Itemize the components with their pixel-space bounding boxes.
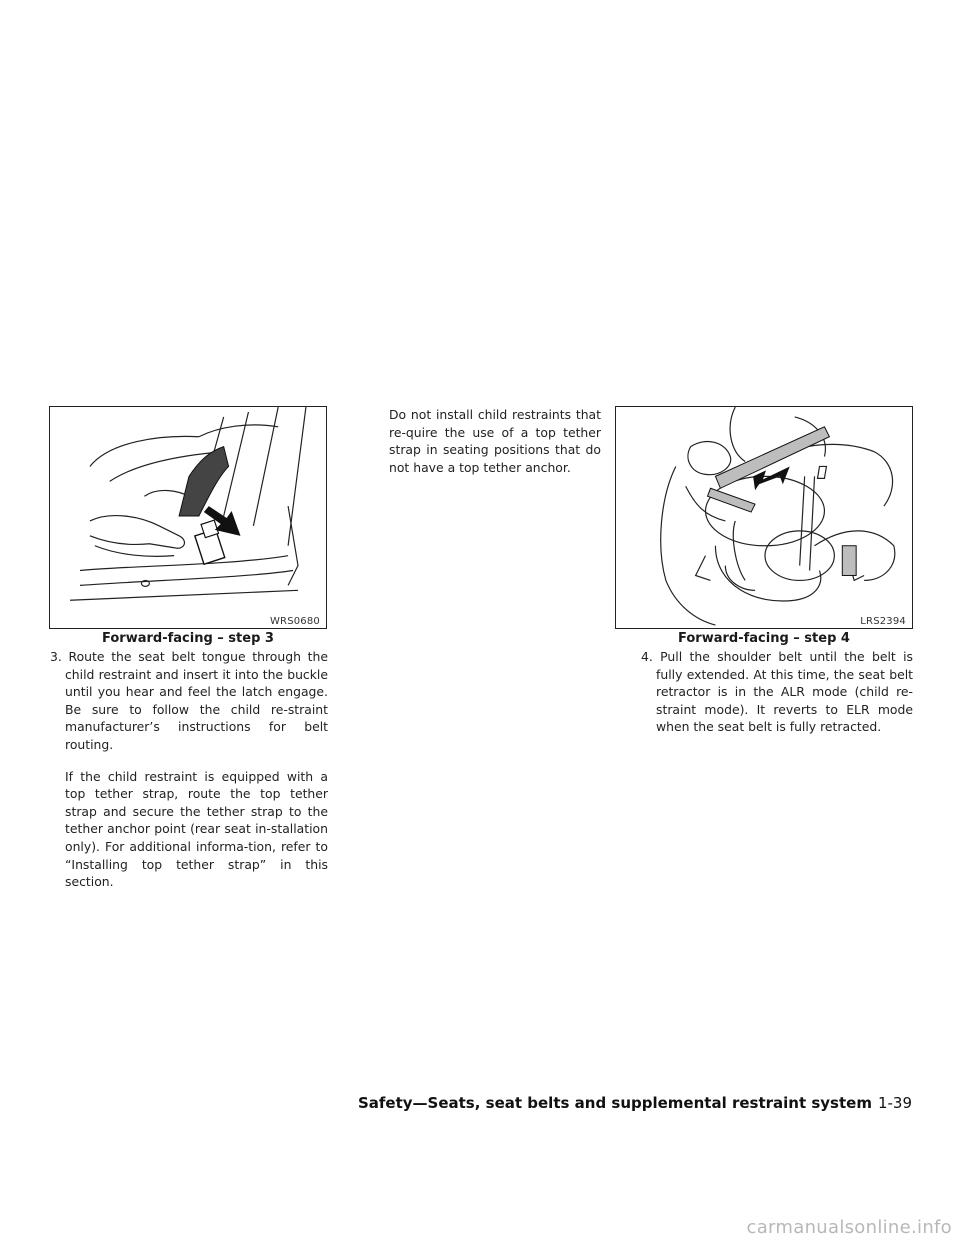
watermark: carmanualsonline.info: [746, 1217, 952, 1238]
page-footer: [358, 1094, 912, 1112]
figure-forward-facing-step4: [615, 406, 913, 629]
figure-forward-facing-step3: [49, 406, 327, 629]
step-4-instruction: 4. Pull the shoulder belt until the belt is fully extended. At this time, the seat belt retractor is in the ALR mode (child re-straint mode). It reverts to ELR mode when the seat belt is fully retracted.: [641, 649, 913, 735]
lap-belt: [708, 488, 756, 512]
figure-code: WRS0680: [269, 616, 320, 627]
section-title: Safety—Seats, seat belts and supplemental restraint system: [357, 1094, 872, 1112]
column-2-text: [389, 406, 601, 476]
figure-caption: Forward-facing – step 4: [678, 631, 850, 646]
figure-caption: Forward-facing – step 3: [102, 631, 274, 646]
seat-belt-tongue-illustration: [50, 407, 326, 628]
tether-paragraph: If the child restraint is equipped with a top tether strap, route the top tether strap and secure the tether strap to the tether anchor point (rear seat in-stallation only). For additional informa-tion, refer to “Installing top tether strap” in this section.: [65, 768, 328, 890]
side-strap: [842, 546, 856, 576]
hand-outline: [688, 441, 731, 474]
column-3-text: [641, 648, 913, 736]
child-seat-shoulder-belt-illustration: [616, 407, 912, 628]
column-1-text: [50, 648, 328, 891]
page-number: 1-39: [877, 1094, 912, 1112]
step-3-instruction: 3. Route the seat belt tongue through the child restraint and insert it into the buckle until you hear and feel the latch engage. Be sure to follow the child re-straint manufacturer’s instructions for belt routing.: [50, 649, 328, 752]
tether-warning-paragraph: Do not install child restraints that re-quire the use of a top tether strap in seating positions that do not have a top tether anchor.: [389, 407, 601, 475]
belt-webbing: [179, 447, 229, 516]
figure-code: LRS2394: [860, 616, 906, 627]
